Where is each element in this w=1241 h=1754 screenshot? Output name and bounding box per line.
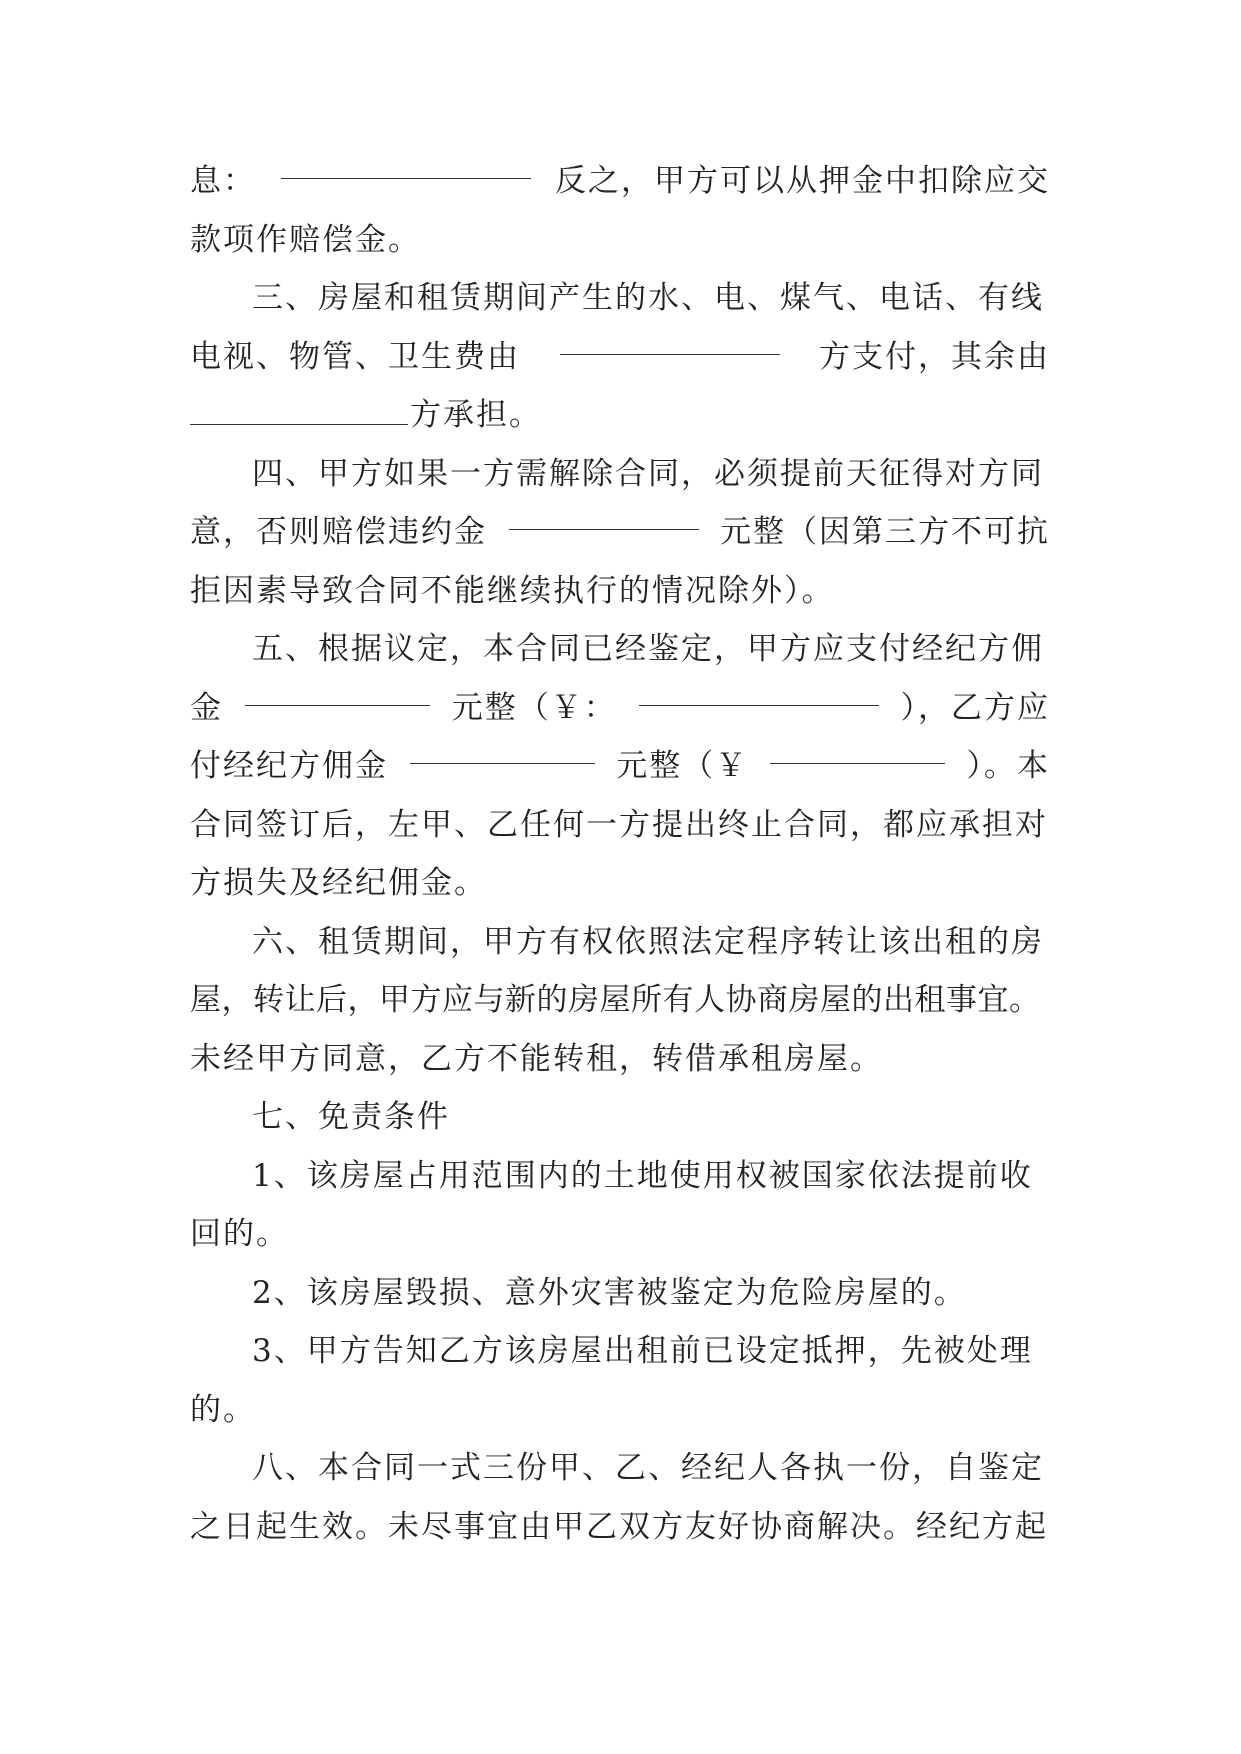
text-segment: 元整（￥	[616, 748, 749, 784]
line-11	[190, 737, 1050, 796]
line-3	[190, 269, 1050, 328]
contract-body	[190, 152, 1050, 1556]
line-2	[190, 211, 1050, 270]
text-segment: 款项作赔偿金。	[190, 221, 421, 258]
text-segment: 息：	[190, 163, 256, 199]
section-heading: 七、免责条件	[252, 1099, 450, 1135]
line-19	[190, 1205, 1050, 1264]
fill-blank[interactable]	[560, 328, 780, 355]
text-segment: 拒因素导致合同不能继续执行的情况除外）。	[190, 572, 835, 609]
text-segment: 1、该房屋占用范围内的土地使用权被国家依法提前收	[252, 1157, 1033, 1194]
line-10	[190, 679, 1050, 738]
text-segment: 回的。	[190, 1216, 289, 1252]
text-segment: 五、根据议定，本合同已经鉴定，甲方应支付经纪方佣	[252, 631, 1044, 667]
text-segment: 三、房屋和租赁期间产生的水、电、煤气、电话、有线	[252, 280, 1044, 316]
line-4	[190, 328, 1050, 387]
fill-blank[interactable]	[410, 737, 595, 764]
line-6	[190, 445, 1050, 504]
text-segment: 屋，转让后，甲方应与新的房屋所有人协商房屋的出租事宜。	[190, 982, 1041, 1018]
text-segment: 2、该房屋毁损、意外灾害被鉴定为危险房屋的。	[252, 1274, 967, 1311]
text-segment: 意，否则赔偿违约金	[190, 514, 487, 550]
text-segment: 的。	[190, 1391, 256, 1428]
text-segment: 方支付，其余由	[819, 338, 1050, 375]
text-segment: ）。本	[966, 748, 1050, 784]
text-segment: 未经甲方同意，乙方不能转租，转借承租房屋。	[190, 1040, 883, 1077]
line-7	[190, 503, 1050, 562]
text-segment: 付经纪方佣金	[190, 748, 388, 784]
line-8	[190, 562, 1050, 621]
fill-blank[interactable]	[639, 679, 879, 706]
line-9	[190, 620, 1050, 679]
line-20	[190, 1264, 1050, 1323]
line-1	[190, 152, 1050, 211]
line-16	[190, 1030, 1050, 1089]
line-13	[190, 854, 1050, 913]
text-segment: 四、甲方如果一方需解除合同，必须提前天征得对方同	[252, 455, 1044, 492]
line-24	[190, 1498, 1050, 1557]
line-18	[190, 1147, 1050, 1206]
fill-blank[interactable]	[245, 679, 430, 706]
line-23	[190, 1439, 1050, 1498]
text-segment: 合同签订后，左甲、乙任何一方提出终止合同，都应承担对	[190, 806, 1048, 843]
line-12	[190, 796, 1050, 855]
line-22	[190, 1381, 1050, 1440]
text-segment: 电视、物管、卫生费由	[190, 338, 520, 375]
fill-blank[interactable]	[509, 503, 699, 530]
fill-blank[interactable]	[281, 152, 531, 179]
text-segment: 金	[190, 689, 223, 726]
fill-blank[interactable]	[770, 737, 945, 764]
text-segment: 方承担。	[410, 397, 542, 433]
fill-blank[interactable]	[190, 398, 408, 425]
text-segment: 反之，甲方可以从押金中扣除应交	[555, 163, 1050, 199]
line-14	[190, 913, 1050, 972]
text-segment: 元整（因第三方不可抗	[720, 514, 1050, 550]
text-segment: 方损失及经纪佣金。	[190, 865, 487, 901]
text-segment: 元整（￥：	[451, 689, 617, 726]
line-15	[190, 971, 1050, 1030]
text-segment: ），乙方应	[900, 689, 1050, 726]
text-segment: 八、本合同一式三份甲、乙、经纪人各执一份，自鉴定	[252, 1450, 1044, 1486]
text-segment: 3、甲方告知乙方该房屋出租前已设定抵押，先被处理	[252, 1333, 1033, 1369]
line-5	[190, 386, 1050, 445]
text-segment: 之日起生效。未尽事宜由甲乙双方友好协商解决。经纪方起	[190, 1508, 1048, 1545]
text-segment: 六、租赁期间，甲方有权依照法定程序转让该出租的房	[252, 923, 1044, 960]
line-21	[190, 1322, 1050, 1381]
line-17	[190, 1088, 1050, 1147]
